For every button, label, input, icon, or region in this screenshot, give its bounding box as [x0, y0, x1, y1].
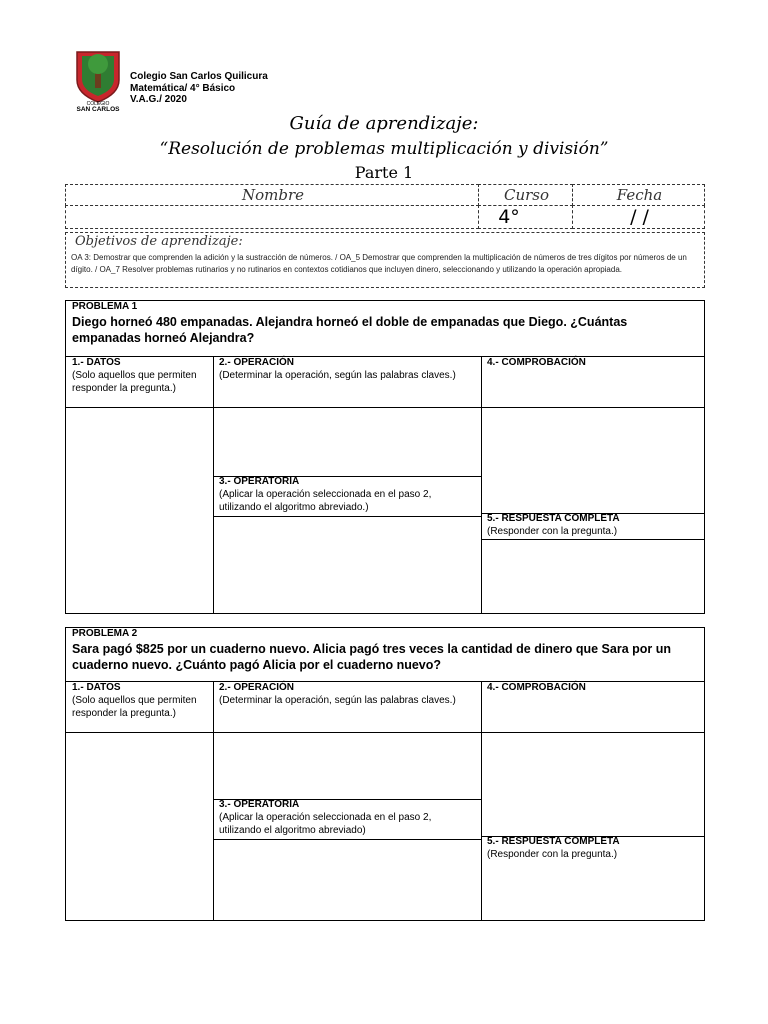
- operacion-sub: (Determinar la operación, según las palabras claves.): [219, 370, 456, 381]
- operatoria-answer-area[interactable]: [213, 839, 481, 920]
- operacion-header: [213, 357, 481, 407]
- datos-header: [66, 682, 213, 732]
- date-field[interactable]: [572, 205, 705, 229]
- course-label: Curso: [503, 186, 550, 204]
- respuesta-sub: (Responder con la pregunta.): [487, 526, 618, 537]
- datos-answer-area[interactable]: [66, 732, 213, 920]
- datos-answer-area[interactable]: [66, 407, 213, 613]
- school-info: [130, 71, 268, 106]
- objectives-box: [65, 232, 705, 288]
- operatoria-header: [213, 476, 481, 516]
- datos-sub: (Solo aquellos que permiten responder la pregunta.): [72, 695, 197, 719]
- problem-2-label: PROBLEMA 2: [72, 628, 138, 639]
- student-info-table: [65, 184, 705, 229]
- course-value: 4°: [498, 206, 520, 228]
- name-label: Nombre: [241, 186, 305, 204]
- comprobacion-title: 4.- COMPROBACIÓN: [487, 682, 586, 693]
- school-name: Colegio San Carlos Quilicura: [130, 71, 268, 82]
- problem-2-text: Sara pagó $825 por un cuaderno nuevo. Alicia pagó tres veces la cantidad de dinero que Sara por un cuaderno nuevo. ¿Cuánto pagó Alicia por el cuaderno nuevo?: [72, 642, 672, 672]
- datos-sub: (Solo aquellos que permiten responder la pregunta.): [72, 370, 197, 394]
- date-label: Fecha: [616, 186, 663, 204]
- datos-title: 1.- DATOS: [72, 357, 121, 368]
- operatoria-header: [213, 799, 481, 839]
- date-label-cell: [572, 184, 705, 206]
- problem-1-text: Diego horneó 480 empanadas. Alejandra horneó el doble de empanadas que Diego. ¿Cuántas empanadas horneó Alejandra?: [72, 315, 628, 345]
- date-value: / /: [630, 206, 649, 228]
- comprobacion-answer-area[interactable]: [481, 732, 704, 836]
- svg-text:SAN CARLOS: SAN CARLOS: [76, 106, 120, 113]
- operatoria-title: 3.- OPERATORIA: [219, 799, 300, 810]
- problem-1: [65, 300, 705, 614]
- operacion-answer-area[interactable]: [213, 407, 481, 476]
- course-field[interactable]: [478, 205, 573, 229]
- operacion-header: [213, 682, 481, 732]
- respuesta-title: 5.- RESPUESTA COMPLETA: [487, 836, 620, 847]
- comprobacion-header: [481, 682, 704, 732]
- respuesta-header: [481, 513, 704, 539]
- school-logo: [73, 50, 123, 114]
- guide-title: Guía de aprendizaje:: [289, 113, 479, 134]
- comprobacion-title: 4.- COMPROBACIÓN: [487, 357, 586, 368]
- operatoria-sub: (Aplicar la operación seleccionada en el paso 2, utilizando el algoritmo abreviado.): [219, 489, 432, 513]
- problem-2: [65, 627, 705, 921]
- operacion-title: 2.- OPERACIÓN: [219, 682, 295, 693]
- respuesta-sub: (Responder con la pregunta.): [487, 849, 618, 860]
- operacion-sub: (Determinar la operación, según las palabras claves.): [219, 695, 456, 706]
- comprobacion-header: [481, 357, 704, 407]
- datos-header: [66, 357, 213, 407]
- respuesta-section[interactable]: [481, 836, 704, 920]
- svg-text:COLEGIO: COLEGIO: [86, 101, 110, 107]
- teacher-year: V.A.G./ 2020: [130, 94, 187, 105]
- course-label-cell: [478, 184, 573, 206]
- respuesta-answer-area[interactable]: [481, 539, 704, 613]
- problem-2-statement: [66, 628, 704, 682]
- operatoria-sub: (Aplicar la operación seleccionada en el paso 2, utilizando el algoritmo abreviado): [219, 812, 432, 836]
- respuesta-title: 5.- RESPUESTA COMPLETA: [487, 513, 620, 524]
- guide-part: Parte 1: [354, 163, 414, 182]
- subject-grade: Matemática/ 4° Básico: [130, 82, 236, 94]
- operacion-answer-area[interactable]: [213, 732, 481, 799]
- name-label-cell: [65, 184, 479, 206]
- objectives-title: Objetivos de aprendizaje:: [75, 234, 243, 249]
- name-field[interactable]: [65, 205, 479, 229]
- guide-subtitle: “Resolución de problemas multiplicación y división”: [159, 139, 609, 159]
- objectives-text: OA 3: Demostrar que comprenden la adición y la sustracción de números. / OA_5 Demostrar que comprenden la multiplicación de números de tres dígitos por números de un dígito. / OA_7 Resolver problemas rutinarios y no rutinarios en contextos cotidianos que incluyen dinero, seleccionando y utilizando la operación apropiada.: [71, 253, 687, 274]
- problem-1-label: PROBLEMA 1: [72, 301, 138, 312]
- operatoria-title: 3.- OPERATORIA: [219, 476, 300, 487]
- operacion-title: 2.- OPERACIÓN: [219, 357, 295, 368]
- operatoria-answer-area[interactable]: [213, 516, 481, 613]
- problem-1-statement: [66, 301, 704, 357]
- comprobacion-answer-area[interactable]: [481, 407, 704, 513]
- datos-title: 1.- DATOS: [72, 682, 121, 693]
